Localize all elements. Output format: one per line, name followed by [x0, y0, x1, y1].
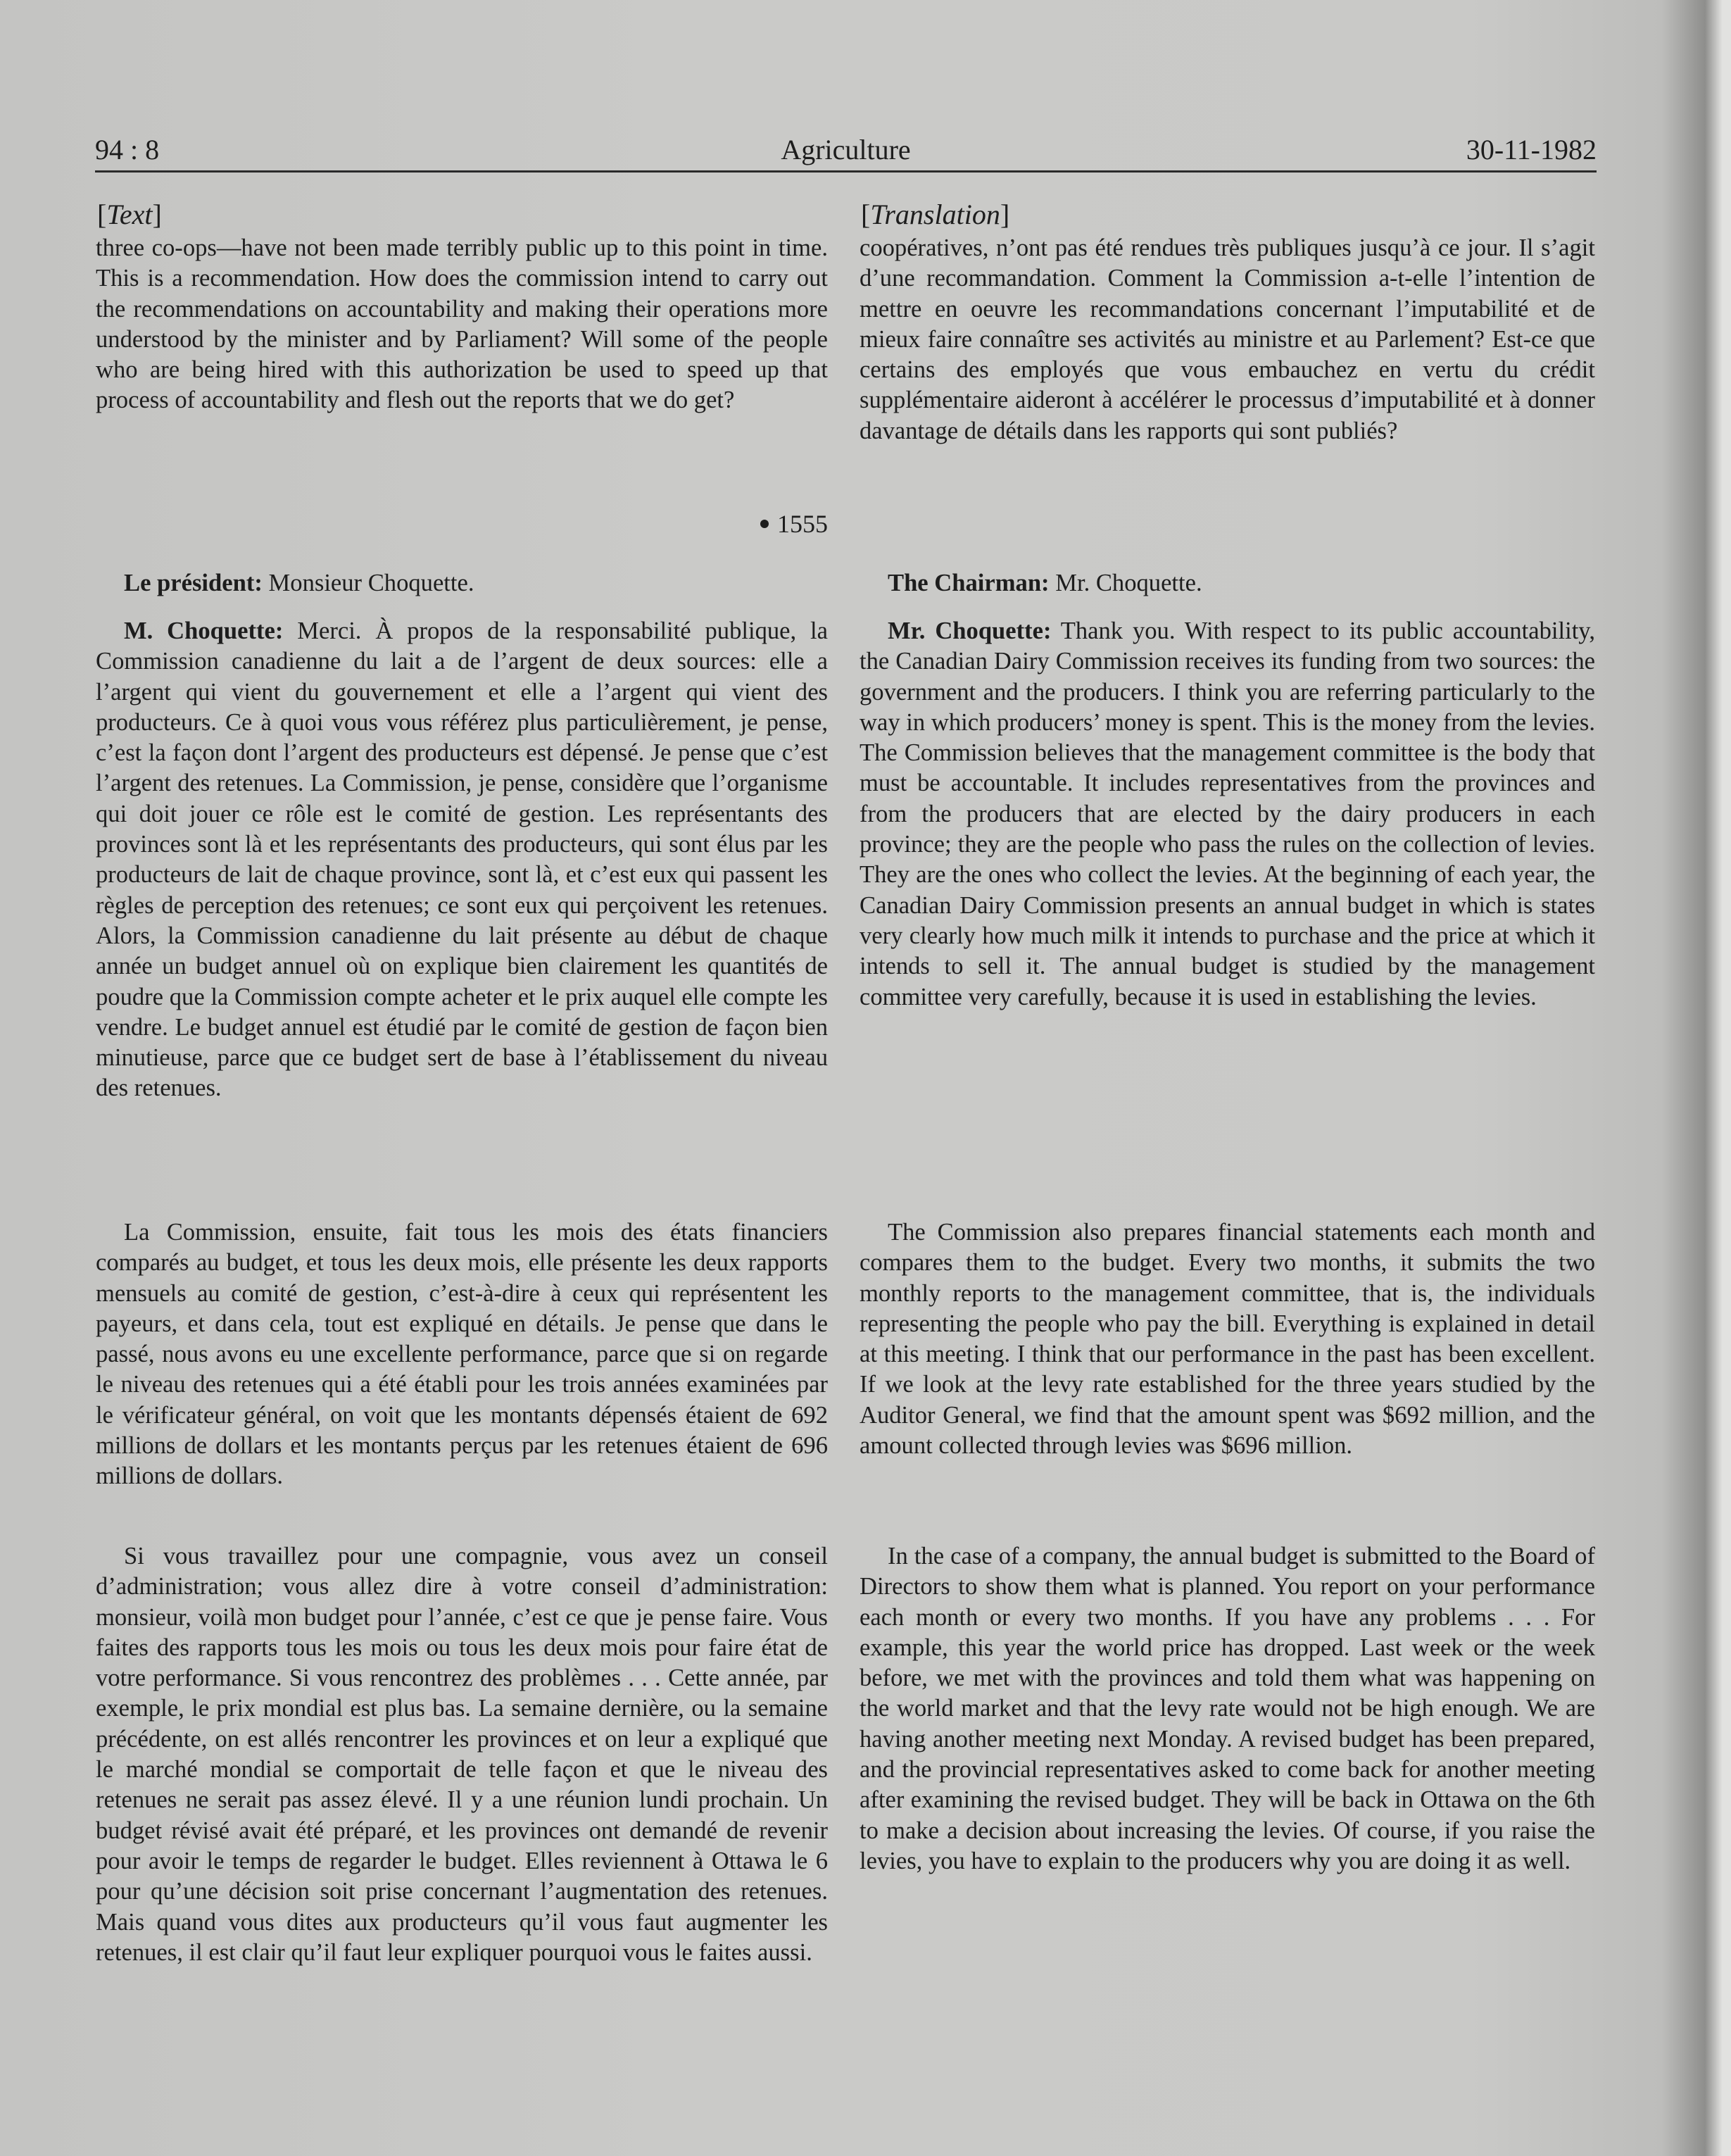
text-tag: [Text] [97, 199, 162, 230]
translation-tag: [Translation] [861, 199, 1010, 230]
sitting-date: 30-11-1982 [1466, 134, 1597, 165]
page-number: 94 : 8 [95, 134, 160, 165]
speaker-name: M. Choquette: [124, 618, 284, 644]
time-marker: 1555 [96, 509, 828, 539]
left-column [96, 199, 828, 1966]
witness-paragraph: M. Choquette: Merci. À propos de la responsabilité publique, la Commission canadienne du lait a de l’argent de deux sources: elle a l’argent qui vient du gouvernement et elle a l’argent qui vient des producteurs. Ce à quoi vous vous référez plus particulièrement, je pense, c’est la façon dont l’argent des producteurs est dépensé. Je pense que c’est l’argent des retenues. La Commission, je pense, considère que l’organisme qui doit jouer ce rôle est le comité de gestion. Les représentants des provinces sont là et les représentants des producteurs, qui sont élus par les producteurs de lait de chaque province, sont là, et c’est eux qui passent les règles de perception des retenues; ce sont eux qui perçoivent les retenues. Alors, la Commission canadienne du lait présente au début de chaque année un budget annuel où on explique bien clairement les quantités de poudre que la Commission compte acheter et le prix auquel elle compte les vendre. Le budget annuel est étudié par le comité de gestion de façon bien minutieuse, parce que ce budget sert de base à l’établissement du niveau des retenues. [96, 618, 828, 1102]
chair-paragraph: Le président: Monsieur Choquette. [124, 570, 474, 596]
running-title: Agriculture [781, 134, 911, 165]
intro-paragraph: three co-ops—have not been made terribly public up to this point in time. This is a recommendation. How does the commission intend to carry out the recommendations on accountability and making their operations more understood by the minister and by Parliament? Will some of the people who are being hired with this authorization be used to speed up that process of accountability and flesh out the reports that we do get? [96, 234, 828, 414]
speaker-name: Mr. Choquette: [888, 618, 1052, 644]
intro-paragraph: coopératives, n’ont pas été rendues très publiques jusqu’à ce jour. Il s’agit d’une recommandation. Comment la Commission a-t-elle l’intention de mettre en oeuvre les recommandations concernant l’imputabilité et de mieux faire connaître ses activités au ministre et au Parlement? Est-ce que certains des employés que vous embauchez en vertu du crédit supplémentaire aideront à accélérer le processus d’imputabilité et à donner davantage de détails dans les rapports qui sont publiés? [860, 234, 1595, 444]
page-header [95, 128, 1597, 173]
speaker-name: The Chairman: [888, 570, 1050, 596]
chair-paragraph: The Chairman: Mr. Choquette. [888, 570, 1202, 596]
paragraph-2: The Commission also prepares financial statements each month and compares them to the budget. Every two months, it submits the two monthly reports to the management committee, that is, the individuals representing the people who pay the bill. Everything is explained in detail at this meeting. I think that our performance in the past has been excellent. If we look at the levy rate established for the three years studied by the Auditor General, we find that the amount spent was $692 million, and the amount collected through levies was $696 million. [860, 1219, 1595, 1460]
bullet-icon [760, 520, 769, 528]
paragraph-2: La Commission, ensuite, fait tous les mois des états financiers comparés au budget, et tous les deux mois, elle présente les deux rapports mensuels au comité de gestion, c’est-à-dire à ceux qui représentent les payeurs, et dans cela, tout est expliqué en détails. Je pense que dans le passé, nous avons eu une excellente performance, parce que si on regarde le niveau des retenues qui a été établi pour les trois années examinées par le vérificateur général, on voit que les montants dépensés étaient de 692 millions de dollars et les montants perçus par les retenues étaient de 696 millions de dollars. [96, 1219, 828, 1490]
right-column [860, 199, 1595, 1874]
paragraph-3: Si vous travaillez pour une compagnie, vous avez un conseil d’administration; vous allez dire à votre conseil d’administration: monsieur, voilà mon budget pour l’année, c’est ce que je pense faire. Vous faites des rapports tous les mois ou tous les deux mois pour faire état de votre performance. Si vous rencontrez des problèmes . . . Cette année, par exemple, le prix mondial est plus bas. La semaine dernière, ou la semaine précédente, on est allés rencontrer les provinces et on leur a expliqué que le marché mondial se comportait de telle façon et que le niveau des retenues ne serait pas assez élevé. Il y a une réunion lundi prochain. Un budget révisé avait été préparé, et les provinces ont demandé de revenir pour avoir le temps de regarder le budget. Elles reviennent à Ottawa le 6 pour qu’une décision soit prise concernant l’augmentation des retenues. Mais quand vous dites aux producteurs qu’il vous faut augmenter les retenues, il est clair qu’il faut leur expliquer pourquoi vous le faites aussi. [96, 1543, 828, 1966]
paragraph-3: In the case of a company, the annual budget is submitted to the Board of Directors to show them what is planned. You report on your performance each month or every two months. If you have any problems . . . For example, this year the world price has dropped. Last week or the week before, we met with the provinces and told them what was happening on the world market and that the levy rate would not be high enough. We are having another meeting next Monday. A revised budget has been prepared, and the provincial representatives asked to come back for another meeting after examining the revised budget. They will be back in Ottawa on the 6th to make a decision about increasing the levies. Of course, if you raise the levies, you have to explain to the producers why you are doing it as well. [860, 1543, 1595, 1874]
speaker-name: Le président: [124, 570, 263, 596]
witness-paragraph: Mr. Choquette: Thank you. With respect to its public accountability, the Canadian Dairy Commission receives its funding from two sources: the government and the producers. I think you are referring particularly to the way in which producers’ money is spent. This is the money from the levies. The Commission believes that the management committee is the body that must be accountable. It includes representatives from the provinces and from the producers that are elected by the dairy producers in each province; they are the people who pass the rules on the collection of levies. They are the ones who collect the levies. At the beginning of each year, the Canadian Dairy Commission presents an annual budget in which is states very clearly how much milk it intends to purchase and the price at which it intends to sell it. The annual budget is studied by the management committee very carefully, because it is used in establishing the levies. [860, 618, 1595, 1010]
